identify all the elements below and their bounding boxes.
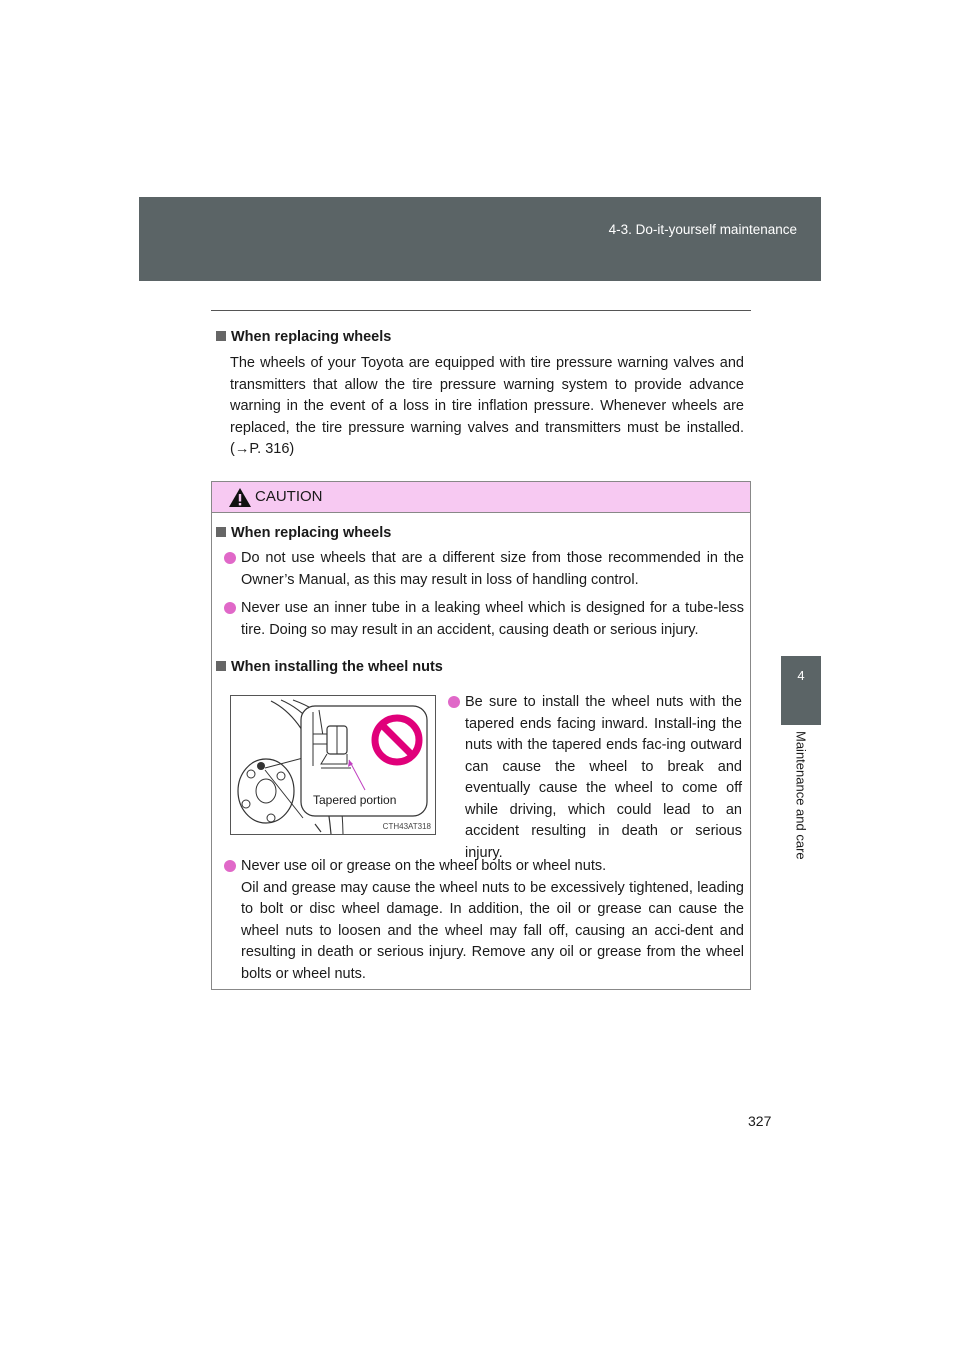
caution-bullet-text: Do not use wheels that are a different size from those recommended in the Owner’s Manual, as this may result in loss of handling control.	[241, 550, 744, 588]
chapter-tab-label-text: Maintenance and care	[793, 731, 809, 860]
section-title: 4-3. Do-it-yourself maintenance	[608, 222, 797, 237]
caution-bullet	[448, 692, 742, 864]
caution-heading-text: When replacing wheels	[231, 525, 392, 541]
header-band	[139, 197, 821, 281]
caution-title: CAUTION	[255, 488, 323, 505]
caution-bullet-text: Never use an inner tube in a leaking wheel which is designed for a tube-less tire. Doing so may result in an accident, causing death or serious injury.	[241, 600, 744, 638]
intro-paragraph: The wheels of your Toyota are equipped with tire pressure warning valves and transmitters that allow the tire pressure warning system to provide advance warning in the event of a loss in tire inflation pressure. Whenever wheels are replaced, the tire pressure warning valves and transmitters must be installed. (→P. 316)	[230, 355, 744, 457]
warning-triangle-icon	[228, 487, 252, 508]
square-bullet-icon	[216, 661, 226, 671]
caution-bullet-text: Oil and grease may cause the wheel nuts to be excessively tightened, leading to bolt or disc wheel damage. In addition, the oil or grease can cause the wheel nuts to loosen and the wheel may fall off, causing an acci-dent and resulting in death or serious injury. Remove any oil or grease from the wheel bolts or wheel nuts.	[241, 879, 744, 982]
chapter-tab-number: 4	[781, 656, 821, 725]
caution-section-heading	[216, 525, 391, 541]
top-divider	[211, 310, 751, 311]
caution-bullet	[224, 856, 744, 985]
intro-heading-text: When replacing wheels	[231, 329, 392, 345]
caution-bullet	[224, 548, 744, 591]
caution-box	[211, 481, 751, 990]
intro-heading	[216, 329, 391, 345]
wheel-nut-illustration	[231, 696, 435, 834]
bullet-dot-icon	[224, 602, 236, 614]
wheel-nut-figure	[230, 695, 436, 835]
caution-section-heading	[216, 659, 443, 675]
bullet-dot-icon	[224, 860, 236, 872]
square-bullet-icon	[216, 331, 226, 341]
bullet-dot-icon	[448, 696, 460, 708]
figure-code: CTH43AT318	[382, 822, 431, 831]
caution-header	[212, 482, 750, 513]
page-number: 327	[748, 1113, 772, 1129]
caution-bullet-lead: Never use oil or grease on the wheel bolts or wheel nuts.	[241, 858, 607, 874]
figure-label: Tapered portion	[313, 793, 397, 807]
square-bullet-icon	[216, 527, 226, 537]
bullet-dot-icon	[224, 552, 236, 564]
caution-bullet	[224, 598, 744, 641]
caution-heading-text: When installing the wheel nuts	[231, 659, 443, 675]
chapter-tab-label	[781, 725, 821, 900]
caution-bullet-text: Be sure to install the wheel nuts with the tapered ends facing inward. Install-ing the nuts with the tapered ends fac-ing outward can cause the wheel to break and eventually cause the wheel to come off while driving, which could lead to an accident resulting in death or serious injury.	[465, 694, 742, 861]
